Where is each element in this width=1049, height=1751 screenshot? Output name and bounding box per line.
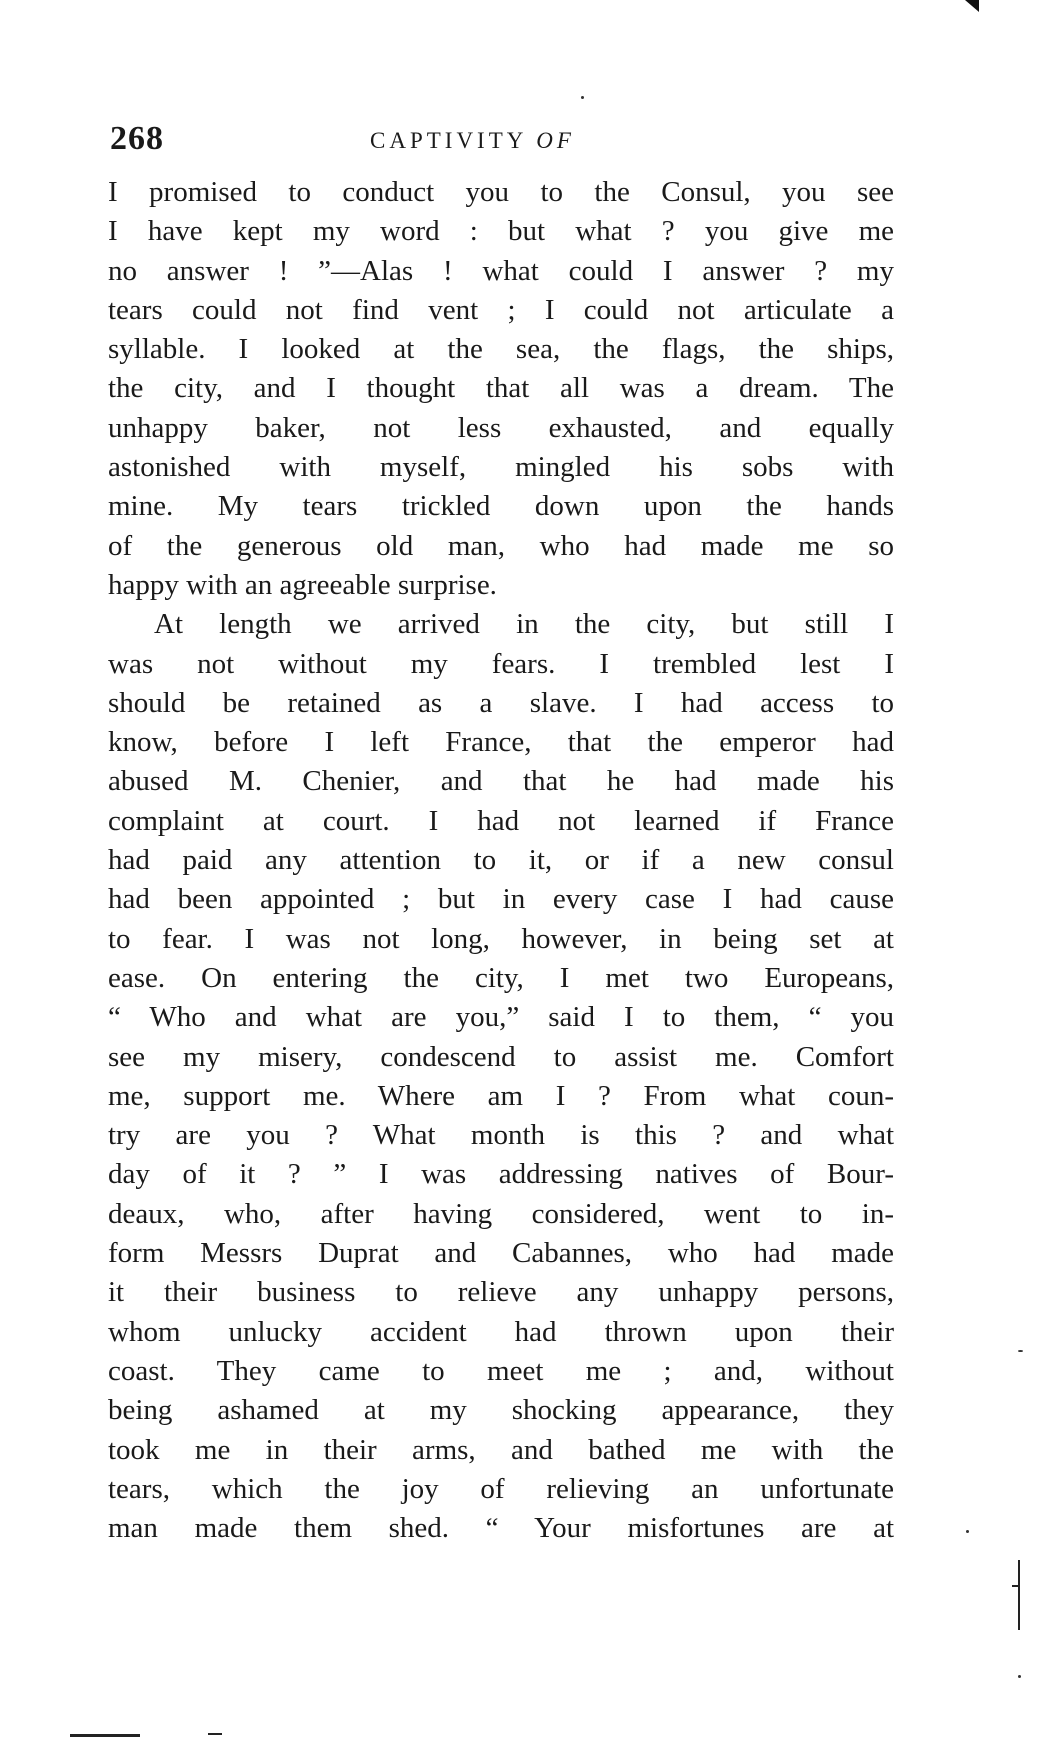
- text-line: took me in their arms, and bathed me with the: [108, 1433, 894, 1466]
- text-line: unhappy baker, not less exhausted, and equally: [108, 411, 894, 444]
- page-number: 268: [110, 120, 164, 157]
- scan-bottom-rule: [70, 1734, 140, 1737]
- text-line: whom unlucky accident had thrown upon their: [108, 1315, 894, 1348]
- scan-margin-mark: [1012, 1585, 1020, 1587]
- text-line: know, before I left France, that the emperor had: [108, 726, 894, 759]
- text-line: I have kept my word : but what ? you give me: [108, 215, 894, 248]
- page-header: [110, 120, 900, 160]
- scan-speck: [1018, 1675, 1021, 1678]
- scan-speck: [581, 96, 584, 99]
- text-line: abused M. Chenier, and that he had made his: [108, 765, 894, 798]
- running-head-main: CAPTIVITY: [370, 128, 527, 153]
- text-line: tears, which the joy of relieving an unfortunate: [108, 1472, 894, 1505]
- text-line: day of it ? ” I was addressing natives of Bour-: [108, 1158, 894, 1191]
- text-line: was not without my fears. I trembled lest I: [108, 647, 894, 680]
- body-text: [108, 173, 894, 1548]
- text-line: no answer ! ”—Alas ! what could I answer ? my: [108, 254, 894, 287]
- scan-margin-mark: [1018, 1560, 1020, 1630]
- text-line: it their business to relieve any unhappy persons,: [108, 1276, 894, 1309]
- text-line: being ashamed at my shocking appearance, they: [108, 1394, 894, 1427]
- scan-speck: [1018, 1350, 1023, 1352]
- text-line: I promised to conduct you to the Consul, you see: [108, 176, 894, 208]
- text-line: had paid any attention to it, or if a new consul: [108, 844, 894, 877]
- text-line: of the generous old man, who had made me so: [108, 529, 894, 562]
- text-line: deaux, who, after having considered, went to in-: [108, 1197, 894, 1230]
- text-line: tears could not find vent ; I could not articulate a: [108, 293, 894, 326]
- scan-corner-mark: [965, 0, 979, 12]
- text-line: coast. They came to meet me ; and, without: [108, 1354, 894, 1387]
- text-line: ease. On entering the city, I met two Europeans,: [108, 961, 894, 994]
- text-line: “ Who and what are you,” said I to them, “ you: [108, 1001, 894, 1034]
- text-line: had been appointed ; but in every case I had cause: [108, 883, 894, 916]
- running-head: [370, 128, 575, 154]
- text-line: astonished with myself, mingled his sobs with: [108, 451, 894, 484]
- text-line: mine. My tears trickled down upon the hands: [108, 490, 894, 523]
- text-line: happy with an agreeable surprise.: [108, 568, 497, 601]
- text-line-paragraph-start: At length we arrived in the city, but still I: [154, 608, 894, 641]
- running-head-last: OF: [536, 128, 575, 153]
- text-line: syllable. I looked at the sea, the flags, the ships,: [108, 333, 894, 366]
- text-line: man made them shed. “ Your misfortunes are at: [108, 1512, 894, 1545]
- text-line: try are you ? What month is this ? and what: [108, 1119, 894, 1152]
- text-line: should be retained as a slave. I had access to: [108, 686, 894, 719]
- text-line: the city, and I thought that all was a dream. The: [108, 372, 894, 405]
- text-line: see my misery, condescend to assist me. Comfort: [108, 1040, 894, 1073]
- text-line: me, support me. Where am I ? From what coun-: [108, 1079, 894, 1112]
- text-line: to fear. I was not long, however, in being set at: [108, 922, 894, 955]
- scan-bottom-rule: [208, 1733, 222, 1735]
- scan-speck: [966, 1530, 969, 1533]
- text-line: complaint at court. I had not learned if France: [108, 804, 894, 837]
- text-line: form Messrs Duprat and Cabannes, who had made: [108, 1237, 894, 1270]
